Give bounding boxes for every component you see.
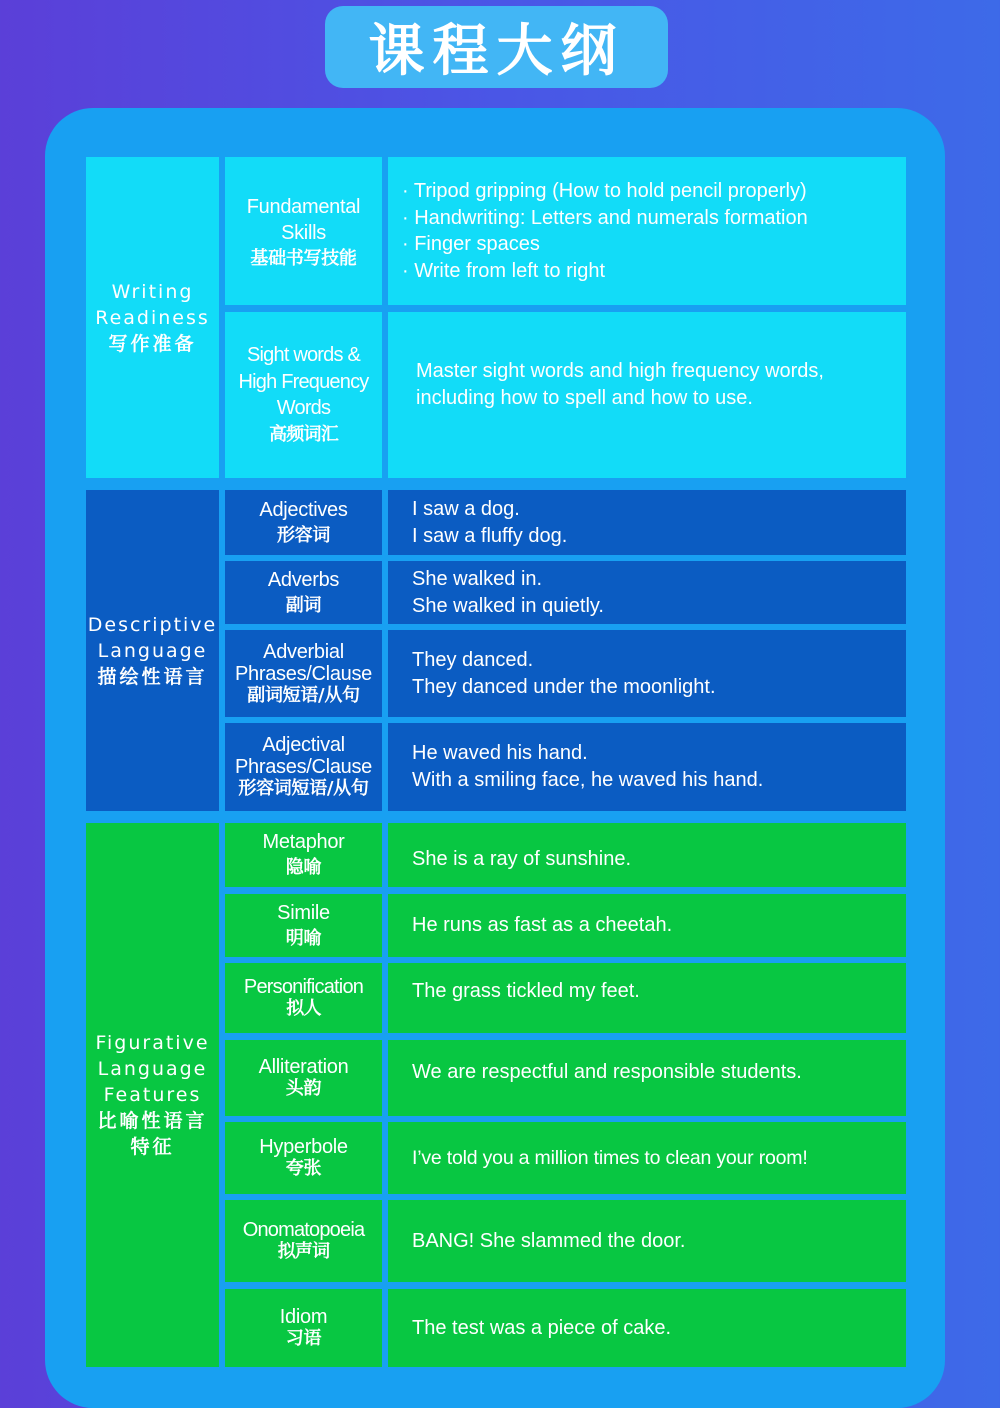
description-line: · Finger spaces bbox=[402, 233, 540, 255]
subtopic-label-en: Sight words & bbox=[247, 344, 360, 366]
subtopic-label-en: Phrases/Clause bbox=[235, 662, 372, 685]
description-line: · Handwriting: Letters and numerals formation bbox=[402, 206, 808, 229]
category-label-cn: 描绘性语言 bbox=[97, 665, 208, 688]
description-simile bbox=[388, 894, 906, 957]
description-line: They danced. bbox=[412, 648, 534, 671]
description-idiom bbox=[388, 1289, 906, 1367]
title-banner bbox=[325, 6, 668, 88]
subtopic-onomatopoeia bbox=[225, 1200, 382, 1282]
description-line: He waved his hand. bbox=[412, 742, 588, 764]
description-line: We are respectful and responsible students. bbox=[412, 1060, 802, 1083]
subtopic-hyperbole bbox=[225, 1122, 382, 1194]
subtopic-label-cn: 夸张 bbox=[285, 1158, 322, 1179]
subtopic-label-en: Idiom bbox=[279, 1306, 328, 1328]
category-label-en: Writing bbox=[111, 280, 194, 303]
description-line: Master sight words and high frequency words, bbox=[416, 360, 824, 382]
description-line: The test was a piece of cake. bbox=[412, 1316, 672, 1339]
description-line: He runs as fast as a cheetah. bbox=[412, 914, 673, 936]
category-label-en: Language bbox=[97, 1058, 208, 1080]
subtopic-adverbial-phrases bbox=[225, 630, 382, 717]
description-line: · Write from left to right bbox=[402, 259, 606, 282]
subtopic-metaphor bbox=[225, 823, 382, 887]
subtopic-label-en: Fundamental bbox=[246, 196, 361, 218]
subtopic-label-en: Adjectives bbox=[259, 498, 348, 521]
subtopic-label-en: Adverbial bbox=[263, 640, 344, 663]
subtopic-label-en: Simile bbox=[277, 901, 330, 924]
subtopic-label-cn: 习语 bbox=[285, 1328, 322, 1349]
subtopic-label-cn: 副词 bbox=[285, 594, 322, 616]
subtopic-personification bbox=[225, 963, 382, 1033]
category-descriptive-language bbox=[86, 490, 219, 811]
subtopic-label-cn: 基础书写技能 bbox=[250, 248, 357, 269]
description-adjectives bbox=[388, 490, 906, 555]
subtopic-label-cn: 形容词 bbox=[276, 524, 331, 546]
subtopic-sight-words bbox=[225, 312, 382, 478]
category-writing-readiness bbox=[86, 157, 219, 478]
category-label-cn: 特征 bbox=[130, 1136, 175, 1158]
subtopic-label-en: Words bbox=[276, 397, 331, 419]
description-adjectival-phrases bbox=[388, 723, 906, 811]
subtopic-label-en: Personification bbox=[243, 976, 364, 998]
description-fundamental-skills bbox=[388, 157, 906, 305]
category-label-en: Descriptive bbox=[87, 613, 218, 636]
subtopic-idiom bbox=[225, 1289, 382, 1367]
description-line: She is a ray of sunshine. bbox=[412, 847, 632, 870]
subtopic-label-cn: 明喻 bbox=[285, 927, 322, 949]
subtopic-adjectival-phrases bbox=[225, 723, 382, 811]
subtopic-label-en: Adverbs bbox=[267, 568, 340, 591]
subtopic-adverbs bbox=[225, 561, 382, 624]
description-onomatopoeia bbox=[388, 1200, 906, 1282]
subtopic-label-en: Onomatopoeia bbox=[242, 1219, 365, 1241]
description-metaphor bbox=[388, 823, 906, 887]
description-line: They danced under the moonlight. bbox=[412, 675, 716, 698]
category-label-cn: 比喻性语言 bbox=[97, 1110, 208, 1132]
description-line: With a smiling face, he waved his hand. bbox=[412, 769, 764, 791]
category-label-en: Readiness bbox=[95, 306, 210, 329]
category-figurative-language bbox=[86, 823, 219, 1367]
description-line: I saw a fluffy dog. bbox=[412, 524, 568, 547]
description-line: · Tripod gripping (How to hold pencil properly) bbox=[402, 180, 807, 202]
subtopic-alliteration bbox=[225, 1040, 382, 1116]
subtopic-label-cn: 拟人 bbox=[286, 998, 321, 1019]
description-line: I saw a dog. bbox=[412, 497, 520, 520]
subtopic-label-cn: 头韵 bbox=[285, 1078, 322, 1099]
subtopic-label-cn: 拟声词 bbox=[277, 1241, 330, 1262]
subtopic-label-en: Phrases/Clause bbox=[235, 756, 372, 778]
subtopic-label-en: Skills bbox=[281, 222, 326, 244]
description-line: including how to spell and how to use. bbox=[416, 387, 753, 409]
description-hyperbole bbox=[388, 1122, 906, 1194]
description-alliteration bbox=[388, 1040, 906, 1116]
description-line: BANG! She slammed the door. bbox=[412, 1229, 686, 1252]
subtopic-adjectives bbox=[225, 490, 382, 555]
page-title: 课程大纲 bbox=[368, 19, 625, 84]
category-label-en: Figurative bbox=[95, 1032, 210, 1054]
description-personification bbox=[388, 963, 906, 1033]
category-label-en: Language bbox=[97, 639, 208, 662]
subtopic-fundamental-skills bbox=[225, 157, 382, 305]
subtopic-label-cn: 隐喻 bbox=[285, 857, 322, 878]
subtopic-label-en: Alliteration bbox=[258, 1056, 349, 1078]
description-line: The grass tickled my feet. bbox=[412, 979, 640, 1002]
category-label-cn: 写作准备 bbox=[108, 332, 197, 355]
description-line: I’ve told you a million times to clean your room! bbox=[412, 1146, 808, 1169]
subtopic-label-en: High Frequency bbox=[238, 370, 369, 393]
subtopic-simile bbox=[225, 894, 382, 957]
subtopic-label-en: Adjectival bbox=[262, 734, 345, 756]
description-line: She walked in quietly. bbox=[412, 594, 604, 617]
subtopic-label-en: Hyperbole bbox=[259, 1136, 348, 1158]
subtopic-label-cn: 形容词短语/从句 bbox=[238, 778, 369, 799]
description-adverbs bbox=[388, 561, 906, 624]
subtopic-label-en: Metaphor bbox=[262, 831, 345, 853]
description-line: She walked in. bbox=[412, 567, 543, 590]
description-sight-words bbox=[388, 312, 906, 478]
subtopic-label-cn: 高频词汇 bbox=[269, 423, 338, 445]
description-adverbial-phrases bbox=[388, 630, 906, 717]
category-label-en: Features bbox=[103, 1084, 202, 1106]
subtopic-label-cn: 副词短语/从句 bbox=[247, 684, 360, 706]
